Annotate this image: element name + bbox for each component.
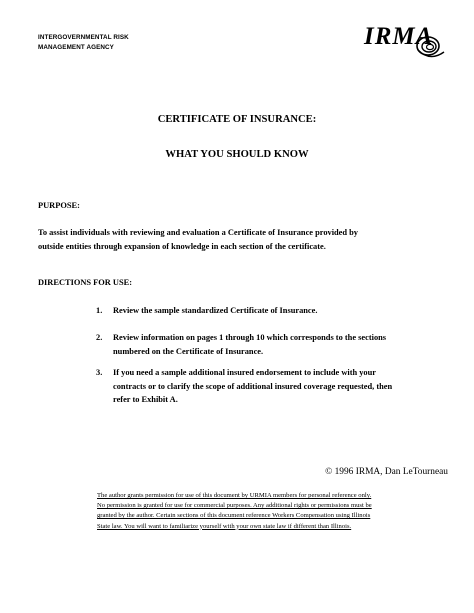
purpose-heading: PURPOSE: (38, 201, 80, 210)
document-title: CERTIFICATE OF INSURANCE: (157, 114, 317, 125)
direction-number: 1. (96, 306, 103, 315)
direction-line: Review the sample standardized Certificate of Insurance. (113, 306, 318, 315)
agency-name-line1: INTERGOVERNMENTAL RISK (38, 34, 129, 41)
swirl-logo-icon (416, 32, 446, 60)
direction-line: refer to Exhibit A. (113, 395, 178, 404)
direction-line: Review information on pages 1 through 10 which corresponds to the sections (113, 333, 387, 342)
direction-line: contracts or to clarify the scope of additional insured coverage requested, then (113, 381, 393, 391)
direction-line: numbered on the Certificate of Insurance. (113, 346, 264, 356)
irma-logo (364, 20, 446, 62)
document-subtitle: WHAT YOU SHOULD KNOW (165, 149, 309, 160)
direction-number: 2. (96, 333, 103, 342)
agency-name (38, 33, 129, 53)
directions-heading: DIRECTIONS FOR USE: (38, 278, 133, 287)
copyright-notice: © 1996 IRMA, Dan LeTourneau (325, 467, 448, 477)
purpose-line: outside entities through expansion of knowledge in each section of the certificate. (38, 241, 326, 251)
purpose-line: To assist individuals with reviewing and evaluation a Certificate of Insurance provided by (38, 228, 358, 237)
permission-notice (97, 491, 427, 532)
notice-line: State law. You will want to familiarize yourself with your own state law if different than Illinois. (97, 522, 352, 530)
direction-number: 3. (96, 368, 103, 377)
notice-line: No permission is granted for use for commercial purposes. Any additional rights or permissions must be (97, 502, 372, 510)
agency-name-line2: MANAGEMENT AGENCY (38, 44, 114, 51)
purpose-paragraph (38, 226, 438, 253)
logo-text: IRMA (364, 23, 434, 50)
direction-line: If you need a sample additional insured endorsement to include with your (113, 368, 376, 377)
notice-line: granted by the author. Certain sections of this document reference Workers Compensation using Illinois (97, 512, 371, 520)
notice-line: The author grants permission for use of this document by URMIA members for personal reference only. (97, 492, 372, 499)
